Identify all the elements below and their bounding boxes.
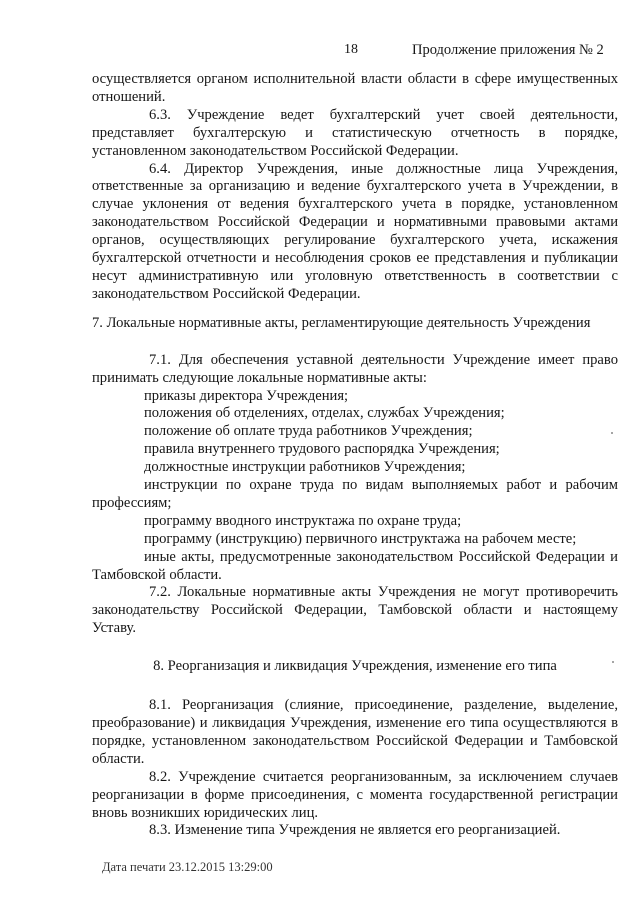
paragraph-8-2: 8.2. Учреждение считается реорганизованным, за исключением случаев реорганизации в форме присоединения, с момента государственной регистрации вновь возникших юридических лиц. — [92, 768, 618, 821]
list-item: иные акты, предусмотренные законодательством Российской Федерации и Тамбовской области. — [92, 548, 618, 583]
page-number: 18 — [344, 42, 358, 57]
section-heading-7: 7. Локальные нормативные акты, регламентирующие деятельность Учреждения — [92, 314, 591, 331]
appendix-label: Продолжение приложения № 2 — [412, 42, 604, 58]
print-date-footer: Дата печати 23.12.2015 13:29:00 — [102, 860, 273, 874]
paragraph-7-2: 7.2. Локальные нормативные акты Учреждения не могут противоречить законодательству Российской Федерации, Тамбовской области и настоящему Уставу. — [92, 584, 618, 637]
section-heading-8: 8. Реорганизация и ликвидация Учреждения, изменение его типа — [153, 658, 557, 675]
list-item: программу (инструкцию) первичного инструктажа на рабочем месте; — [144, 530, 577, 547]
paragraph-6-4: 6.4. Директор Учреждения, иные должностные лица Учреждения, ответственные за организацию и ведение бухгалтерского учета в Учреждении, в случае уклонения от ведения бухгалтерского учета в порядке, установленном законодательством Российской Федерации и нормативными правовыми актами органов, осуществляющих регулирование бухгалтерского учета, искажения бухгалтерской отчетности и несоблюдения сроков ее представления и публикации несут административную или уголовную ответственность в соответствии с законодательством Российской Федерации. — [92, 160, 618, 302]
list-item: положения об отделениях, отделах, службах Учреждения; — [144, 405, 505, 422]
list-item: положение об оплате труда работников Учреждения; — [144, 423, 473, 440]
paragraph-6-3: 6.3. Учреждение ведет бухгалтерский учет своей деятельности, представляет бухгалтерскую и статистическую отчетность в порядке, установленном законодательством Российской Федерации. — [92, 106, 618, 159]
paragraph-8-3: 8.3. Изменение типа Учреждения не является его реорганизацией. — [149, 822, 561, 839]
list-item: инструкции по охране труда по видам выполняемых работ и рабочим профессиям; — [92, 477, 618, 511]
scan-speck — [611, 432, 613, 434]
paragraph-continuation: осуществляется органом исполнительной власти области в сфере имущественных отношений. — [92, 71, 618, 105]
list-item: приказы директора Учреждения; — [144, 387, 349, 404]
list-item: программу вводного инструктажа по охране труда; — [144, 512, 462, 529]
list-item: правила внутреннего трудового распорядка Учреждения; — [144, 441, 500, 458]
paragraph-8-1: 8.1. Реорганизация (слияние, присоединение, разделение, выделение, преобразование) и ликвидация Учреждения, изменение его типа осуществляются в порядке, установленном законодательством Российской Федерации и Тамбовской области. — [92, 697, 618, 767]
paragraph-7-1: 7.1. Для обеспечения уставной деятельности Учреждение имеет право принимать следующие локальные нормативные акты: — [92, 351, 618, 386]
list-item: должностные инструкции работников Учреждения; — [144, 459, 466, 476]
document-body — [92, 71, 618, 840]
scan-speck — [612, 661, 614, 663]
